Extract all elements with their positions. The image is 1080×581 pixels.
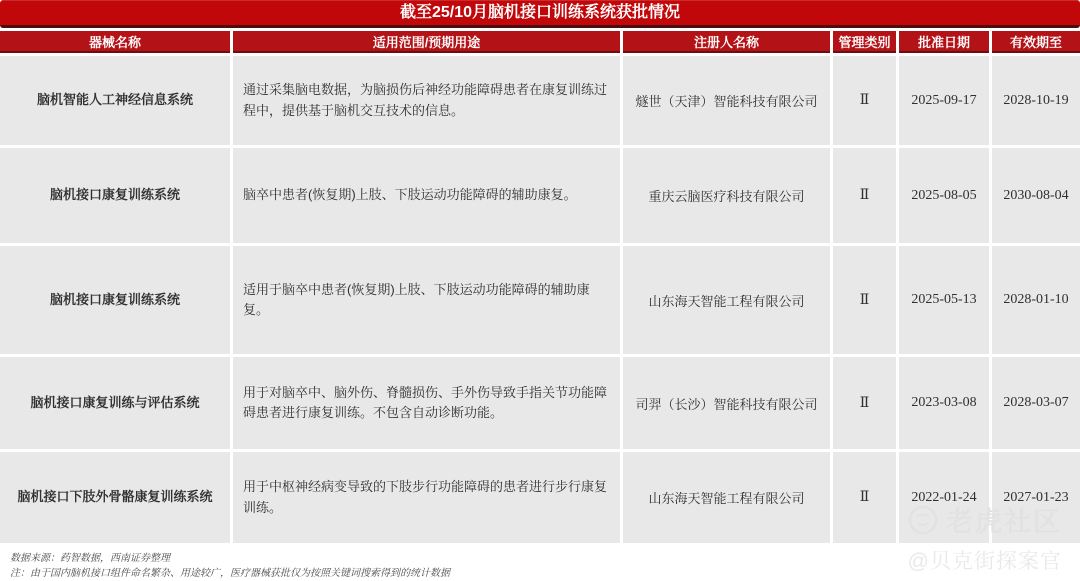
valid-until-cell: 2028-01-10 [992, 246, 1080, 354]
registrant-cell: 山东海天智能工程有限公司 [623, 452, 830, 543]
watermark-brand: 老虎社区 [946, 507, 1062, 537]
approval-table [0, 31, 1080, 543]
device-name-cell: 脑机接口康复训练系统 [0, 246, 230, 354]
valid-until-cell: 2027-01-23 [992, 452, 1080, 543]
data-source-note: 数据来源：药智数据，西南证券整理 [10, 553, 170, 564]
approval-date-cell: 2025-09-17 [899, 56, 989, 145]
approval-date-cell: 2022-01-24 [899, 452, 989, 543]
device-name-cell: 脑机接口康复训练系统 [0, 148, 230, 243]
valid-until-cell: 2028-03-07 [992, 357, 1080, 449]
category-cell: Ⅱ [833, 148, 896, 243]
scope-cell: 通过采集脑电数据，为脑损伤后神经功能障碍患者在康复训练过程中，提供基于脑机交互技术的信息。 [233, 56, 620, 145]
registrant-cell: 山东海天智能工程有限公司 [623, 246, 830, 354]
device-name-cell: 脑机接口下肢外骨骼康复训练系统 [0, 452, 230, 543]
footnotes [0, 543, 1080, 581]
valid-until-cell: 2030-08-04 [992, 148, 1080, 243]
column-header-valid-until: 有效期至 [992, 31, 1080, 53]
registrant-cell: 司羿（长沙）智能科技有限公司 [623, 357, 830, 449]
column-header-approval-date: 批准日期 [899, 31, 989, 53]
column-header-registrant: 注册人名称 [623, 31, 830, 53]
category-cell: Ⅱ [833, 246, 896, 354]
device-name-cell: 脑机智能人工神经信息系统 [0, 56, 230, 145]
category-cell: Ⅱ [833, 452, 896, 543]
watermark-handle: @贝克街探案官 [907, 550, 1062, 573]
approval-date-cell: 2025-05-13 [899, 246, 989, 354]
page-title: 截至25/10月脑机接口训练系统获批情况 [0, 0, 1080, 28]
column-header-device-name: 器械名称 [0, 31, 230, 53]
registrant-cell: 燧世（天津）智能科技有限公司 [623, 56, 830, 145]
methodology-note: 注：由于国内脑机接口组件命名繁杂、用途较广，医疗器械获批仅为按照关键词搜索得到的统计数据 [10, 567, 450, 579]
column-header-scope: 适用范围/预期用途 [233, 31, 620, 53]
registrant-cell: 重庆云脑医疗科技有限公司 [623, 148, 830, 243]
column-header-category: 管理类别 [833, 31, 896, 53]
scope-cell: 用于对脑卒中、脑外伤、脊髓损伤、手外伤导致手指关节功能障碍患者进行康复训练。不包含自动诊断功能。 [233, 357, 620, 449]
category-cell: Ⅱ [833, 357, 896, 449]
approval-date-cell: 2023-03-08 [899, 357, 989, 449]
valid-until-cell: 2028-10-19 [992, 56, 1080, 145]
approval-date-cell: 2025-08-05 [899, 148, 989, 243]
scope-cell: 用于中枢神经病变导致的下肢步行功能障碍的患者进行步行康复训练。 [233, 452, 620, 543]
device-name-cell: 脑机接口康复训练与评估系统 [0, 357, 230, 449]
scope-cell: 脑卒中患者(恢复期)上肢、下肢运动功能障碍的辅助康复。 [233, 148, 620, 243]
category-cell: Ⅱ [833, 56, 896, 145]
scope-cell: 适用于脑卒中患者(恢复期)上肢、下肢运动功能障碍的辅助康复。 [233, 246, 620, 354]
